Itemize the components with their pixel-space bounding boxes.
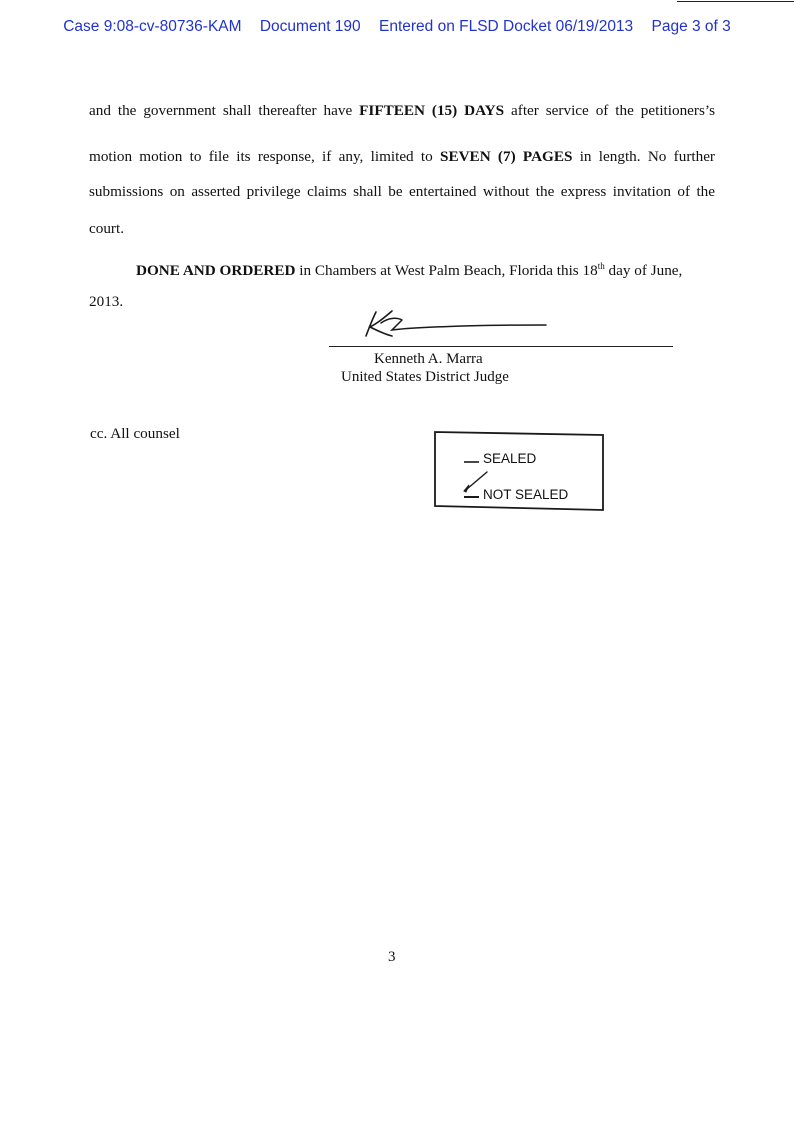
body-line-3: submissions on asserted privilege claims shall be entertained without the express invitation of the <box>89 183 715 200</box>
page-number: 3 <box>388 949 396 965</box>
body-line-2-text: motion motion to file its response, if any, limited to <box>89 148 441 165</box>
signature-line <box>329 346 673 347</box>
body-line-2-tail: in length. No further <box>572 148 715 165</box>
page-indicator: Page 3 of 3 <box>651 18 731 35</box>
docket-entry-date: Entered on FLSD Docket 06/19/2013 <box>378 18 634 35</box>
seven-pages-emphasis: SEVEN (7) PAGES <box>440 148 573 165</box>
body-line-1 <box>89 101 715 121</box>
ordinal-suffix: th <box>597 261 605 271</box>
done-and-ordered-line <box>136 256 762 281</box>
top-edge-rule <box>677 1 794 2</box>
ecf-header <box>0 18 794 36</box>
order-year: 2013. <box>89 293 124 310</box>
judge-name: Kenneth A. Marra <box>374 351 483 367</box>
case-number: Case 9:08-cv-80736-KAM <box>63 18 242 35</box>
done-and-ordered-heading: DONE AND ORDERED <box>136 262 296 279</box>
body-line-4: court. <box>89 220 125 237</box>
not-sealed-option: NOT SEALED <box>483 487 569 502</box>
body-line-1-tail: after service of the petitioners’s <box>504 102 716 119</box>
done-and-ordered-tail: day of June, <box>604 262 683 279</box>
body-line-2 <box>89 147 715 167</box>
stamp-frame <box>431 428 607 516</box>
judge-signature <box>362 306 552 346</box>
cc-line: cc. All counsel <box>90 425 180 442</box>
judge-title: United States District Judge <box>341 369 509 385</box>
sealed-option: SEALED <box>483 451 537 466</box>
body-line-1-text: and the government shall thereafter have <box>89 102 360 119</box>
done-and-ordered-text: in Chambers at West Palm Beach, Florida this 18 <box>295 262 598 279</box>
document-number: Document 190 <box>259 18 361 35</box>
fifteen-days-emphasis: FIFTEEN (15) DAYS <box>359 102 505 119</box>
